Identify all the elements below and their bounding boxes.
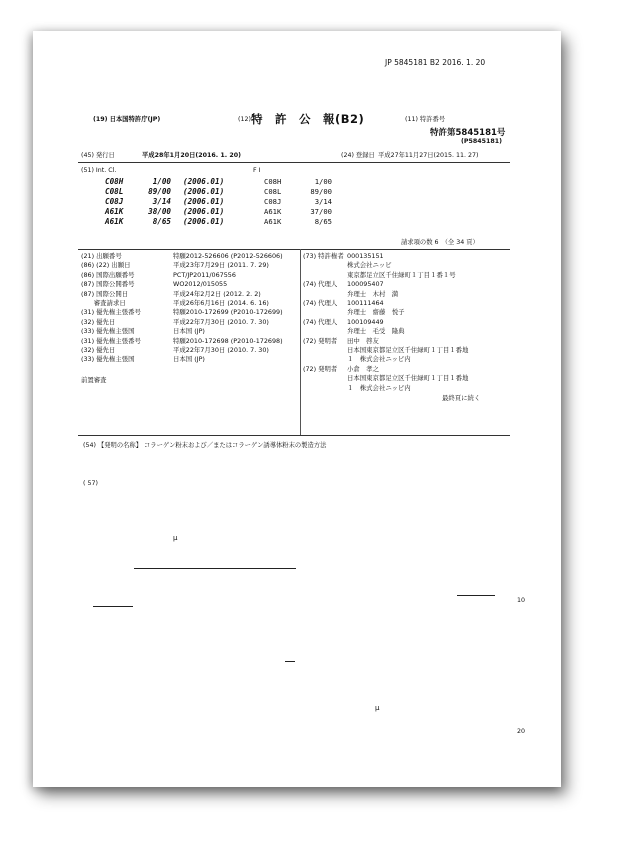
patent-page [33,31,561,787]
fi-row: C08H 1/00 [264,177,332,186]
issue-date-label: (45) 発行日 [81,152,115,159]
biblio-row: 東京都足立区千住緑町１丁目１番１号 [347,270,456,279]
fi-row: A61K 37/00 [264,207,332,216]
classification-row: C08L 89/00 (2006.01) [105,187,225,196]
biblio-row: 審査請求日 平成26年6月16日 (2014. 6. 16) [81,299,269,307]
biblio-row: (87) 国際公開日 平成24年2月2日 (2012. 2. 2) [81,289,261,298]
biblio-row: (32) 優先日 平成22年7月30日 (2010. 7. 30) [81,317,269,326]
biblio-row: (21) 出願番号 特願2012-526606 (P2012-526606) [81,252,283,260]
mu-symbol: μ [375,704,380,712]
biblio-row: (86) 国際出願番号 PCT/JP2011/067556 [81,270,236,279]
mu-symbol: μ [173,534,178,542]
divider [78,249,510,250]
divider [78,435,510,436]
biblio-row: (32) 優先日 平成22年7月30日 (2010. 7. 30) [81,346,269,354]
intcl-label: (51) Int. Cl. [81,167,117,174]
line-number: 20 [517,728,526,735]
biblio-row: (86) (22) 出願日 平成23年7月29日 (2011. 7. 29) [81,261,269,270]
classification-row: C08J 3/14 (2006.01) [105,197,225,206]
fi-row: C08L 89/00 [264,187,332,196]
continued-note: 最終頁に続く [442,394,481,402]
fi-row: A61K 8/65 [264,217,332,226]
line-number: 10 [517,597,526,604]
registration-date: 平成27年11月27日(2015. 11. 27) [378,152,479,159]
patent-number-sub: (P5845181) [461,138,503,145]
underline-mark [93,606,133,607]
biblio-row: １ 株式会社ニッピ内 [347,355,411,364]
patent-number-label: (11) 特許番号 [405,116,446,123]
prior-examination: 前置審査 [81,376,107,384]
divider [78,162,510,163]
underline-mark [285,661,295,662]
classification-row: C08H 1/00 (2006.01) [105,177,225,186]
biblio-row: 日本国東京都足立区千住緑町１丁目１番地 [347,374,469,383]
biblio-row: (73) 特許権者 000135151 [303,252,384,260]
invention-title: (54) 【発明の名称】 コラーゲン粉末および／またはコラーゲン誘導体粉末の製造方法 [83,442,327,449]
biblio-row: 弁理士 毛受 隆典 [347,327,405,336]
issue-date: 平成28年1月20日(2016. 1. 20) [142,152,241,159]
biblio-row: (33) 優先権主張国 日本国 (JP) [81,327,205,336]
fi-row: C08J 3/14 [264,197,332,206]
fi-label: F I [253,167,261,174]
biblio-row: (31) 優先権主張番号 特願2010-172698 (P2010-172698) [81,336,283,345]
claims-count: 請求項の数 6 （全 34 頁） [401,239,479,246]
abstract-label: ( 57) [83,480,98,487]
document-kind-title: 特 許 公 報(B2) [251,112,365,126]
column-divider [300,249,301,435]
registration-date-label: (24) 登録日 [341,152,375,159]
underline-mark [134,568,296,569]
underline-mark [457,595,495,596]
kind-code: (12) [238,116,251,123]
biblio-row: 株式会社ニッピ [347,261,392,270]
office-name: (19) 日本国特許庁(JP) [93,116,161,123]
patent-number: 特許第5845181号 [430,128,506,138]
biblio-row: １ 株式会社ニッピ内 [347,383,411,392]
biblio-row: (74) 代理人 100111464 [303,299,384,307]
biblio-row: (31) 優先権主張番号 特願2010-172699 (P2010-172699) [81,308,283,317]
biblio-row: 日本国東京都足立区千住緑町１丁目１番地 [347,346,469,354]
biblio-row: (72) 発明者 小倉 孝之 [303,364,379,373]
biblio-row: (74) 代理人 100109449 [303,317,384,326]
biblio-row: (74) 代理人 100095407 [303,280,384,289]
classification-row: A61K 38/00 (2006.01) [105,207,225,216]
biblio-row: 弁理士 齋藤 悦子 [347,308,405,317]
classification-row: A61K 8/65 (2006.01) [105,217,225,226]
biblio-row: (72) 発明者 田中 啓友 [303,336,379,345]
biblio-row: (33) 優先権主張国 日本国 (JP) [81,355,205,364]
biblio-row: (87) 国際公開番号 WO2012/015055 [81,280,228,289]
biblio-row: 弁理士 木村 満 [347,289,399,298]
publication-reference: JP 5845181 B2 2016. 1. 20 [385,58,486,67]
